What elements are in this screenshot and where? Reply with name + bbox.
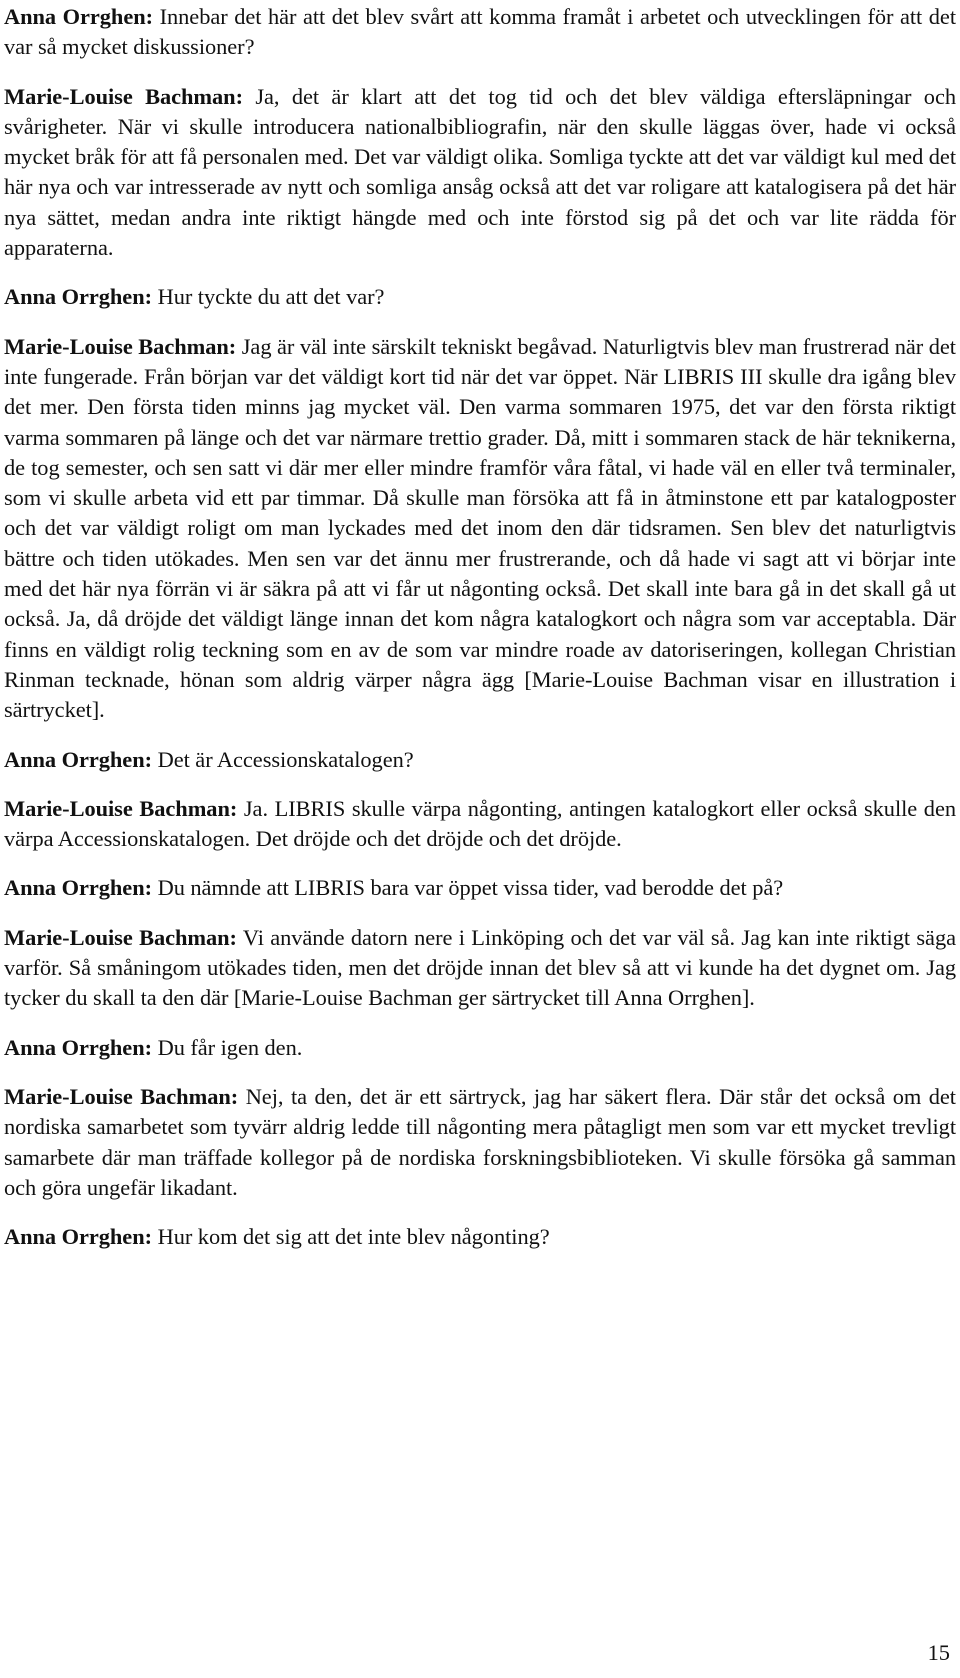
utterance-text: Ja, det är klart att det tog tid och det blev väldiga eftersläpningar och svårigheter. När vi skulle introducera nationalbibliografin, när den skulle läggas över, hade vi också mycket bråk för att få personalen med. Det var väldigt olika. Somliga tyckte att det var väldigt kul med det här nya och var intresserade av nytt och somliga ansåg också att det var roligare att katalogisera på det här nya sättet, medan andra inte riktigt hängde med och inte förstod sig på det och var lite rädda för apparaterna. <box>4 83 956 261</box>
utterance-text: Jag är väl inte särskilt tekniskt begåvad. Naturligtvis blev man frustrerad när det inte fungerade. Från början var det väldigt kort tid när det var öppet. När LIBRIS III skulle dra igång blev det mer. Den första tiden minns jag mycket väl. Den varma sommaren 1975, det var den första riktigt varma sommaren på länge och det var närmare trettio grader. Då, mitt i sommaren stack de här teknikerna, de tog semester, och sen satt vi där mer eller mindre framför våra fåtal, vi hade väl en eller två terminaler, som vi skulle arbeta vid ett par timmar. Då skulle man försöka att få in åtminstone ett par katalogposter och det var väldigt roligt om man lyckades med det inom den där tidsramen. Sen blev det naturligtvis bättre och tiden utökades. Men sen var det ännu mer frustrerande, och då hade vi sagt att vi börjar inte med det här nya förrän vi är säkra på att vi får ut någonting också. Det skall inte bara gå in det skall gå ut också. Ja, då dröjde det väldigt länge innan det kom några katalogkort och några som var acceptabla. Där finns en väldigt rolig teckning som en av de som var mindre roade av datoriseringen, kollegan Christian Rinman tecknade, hönan som aldrig värper några ägg [Marie-Louise Bachman visar en illustration i särtrycket]. <box>4 333 956 723</box>
speaker-name: Anna Orrghen: <box>4 746 153 772</box>
speaker-name: Anna Orrghen: <box>4 875 153 901</box>
utterance-text: Vi använde datorn nere i Linköping och det var väl så. Jag kan inte riktigt säga varför. Så småningom utökades tiden, men det dröjde innan det blev så att vi kunde ha det dygnet om. Jag tycker du skall ta den där [Marie-Louise Bachman ger särtrycket till Anna Orrghen]. <box>4 924 956 1011</box>
transcript-paragraph <box>4 745 956 775</box>
transcript-paragraph <box>4 1222 956 1252</box>
transcript-paragraph <box>4 794 956 855</box>
speaker-name: Marie-Louise Bachman: <box>4 333 237 359</box>
transcript-paragraph <box>4 1082 956 1203</box>
speaker-name: Marie-Louise Bachman: <box>4 83 243 109</box>
speaker-name: Marie-Louise Bachman: <box>4 1083 239 1109</box>
utterance-text: Hur kom det sig att det inte blev någonting? <box>157 1224 550 1250</box>
transcript-paragraph <box>4 2 956 63</box>
transcript-paragraph <box>4 332 956 726</box>
speaker-name: Anna Orrghen: <box>4 284 153 310</box>
utterance-text: Det är Accessionskatalogen? <box>157 746 414 772</box>
transcript-paragraph <box>4 1033 956 1063</box>
utterance-text: Nej, ta den, det är ett särtryck, jag har säkert flera. Där står det också om det nordiska samarbetet som tyvärr aldrig ledde till någonting mera påtagligt men som var ett mycket trevligt samarbete där man träffade kollegor på de nordiska forskningsbiblioteken. Vi skulle försöka gå samman och göra ungefär likadant. <box>4 1083 956 1200</box>
utterance-text: Hur tyckte du att det var? <box>157 284 385 310</box>
speaker-name: Anna Orrghen: <box>4 1224 153 1250</box>
speaker-name: Marie-Louise Bachman: <box>4 924 237 950</box>
transcript-paragraph <box>4 923 956 1014</box>
utterance-text: Ja. LIBRIS skulle värpa någonting, antingen katalogkort eller också skulle den värpa Accessionskatalogen. Det dröjde och det dröjde och det dröjde. <box>4 795 956 852</box>
transcript-paragraph <box>4 873 956 903</box>
transcript-paragraph <box>4 82 956 264</box>
transcript-paragraph <box>4 282 956 312</box>
transcript-page <box>4 2 956 1271</box>
speaker-name: Marie-Louise Bachman: <box>4 795 238 821</box>
speaker-name: Anna Orrghen: <box>4 4 154 29</box>
utterance-text: Du får igen den. <box>157 1034 303 1060</box>
speaker-name: Anna Orrghen: <box>4 1034 153 1060</box>
utterance-text: Du nämnde att LIBRIS bara var öppet vissa tider, vad berodde det på? <box>157 875 784 901</box>
utterance-text: Innebar det här att det blev svårt att komma framåt i arbetet och utvecklingen för att det var så mycket diskussioner? <box>4 4 956 60</box>
page-number: 15 <box>927 1640 950 1665</box>
